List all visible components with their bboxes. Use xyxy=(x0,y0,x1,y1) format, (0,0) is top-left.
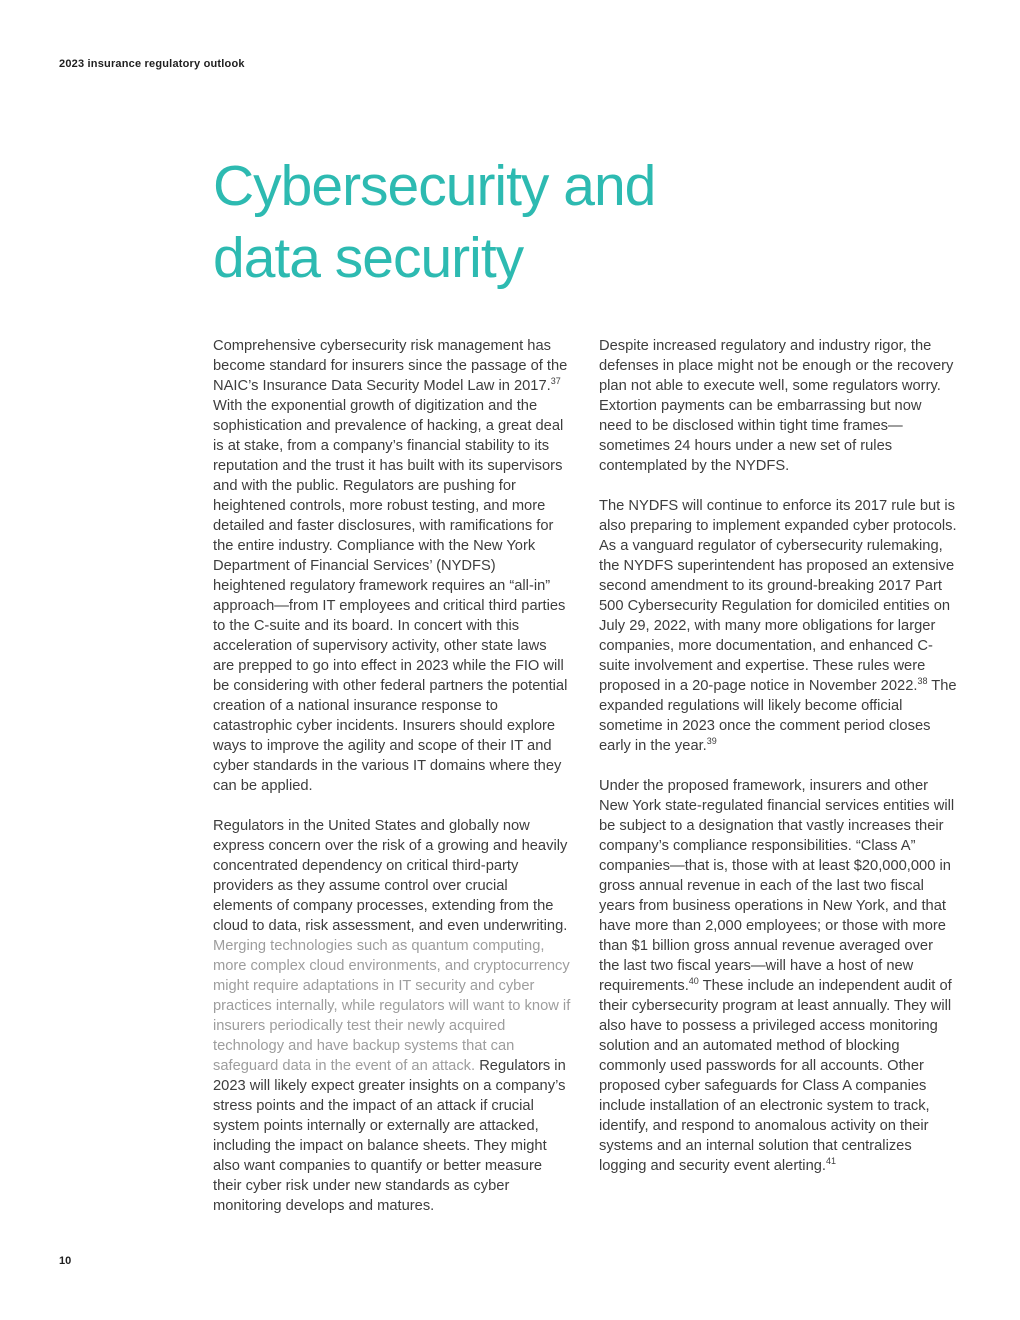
body-text: Regulators in the United States and globally now express concern over the risk of a growing and heavily concentrated dependency on critical third-party providers as they assume control over crucial elements of company processes, extending from the cloud to data, risk assessment, and even underwriting. xyxy=(213,818,568,934)
body-text: The NYDFS will continue to enforce its 2017 rule but is also preparing to implement expanded cyber protocols. As a vanguard regulator of cybersecurity rulemaking, the NYDFS superintendent has proposed an extensive second amendment to its ground-breaking 2017 Part 500 Cybersecurity Regulation for domiciled entities on July 29, 2022, with many more obligations for larger companies, more documentation, and enhanced C-suite involvement and expertise. These rules were proposed in a 20-page notice in November 2022. xyxy=(599,498,957,694)
body-text: Under the proposed framework, insurers and other New York state-regulated financial services entities will be subject to a designation that vastly increases their company’s compliance responsibilities. “Class A” companies—that is, those with at least $20,000,000 in gross annual revenue in each of the last two fiscal years from business operations in New York, and that have more than 2,000 employees; or those with more than $1 billion gross annual revenue averaged over the last two fiscal years—will have a host of new requirements. xyxy=(599,778,955,994)
page-number: 10 xyxy=(59,1255,72,1267)
running-header: 2023 insurance regulatory outlook xyxy=(59,58,245,70)
paragraph xyxy=(599,776,957,1176)
body-text: Regulators in 2023 will likely expect greater insights on a company’s stress points and the impact of an attack if crucial system points internally or externally are attacked, including the impact on balance sheets. They might also want companies to quantify or better measure their cyber risk under new standards as cyber monitoring develops and matures. xyxy=(213,1058,566,1214)
body-text-muted: Merging technologies such as quantum computing, more complex cloud environments, and cryptocurrency might require adaptations in IT security and cyber practices internally, while regulators will want to know if insurers periodically test their newly acquired technology and have backup systems that can safeguard data in the event of an attack. xyxy=(213,938,571,1074)
footnote-reference: 40 xyxy=(688,976,699,987)
paragraph xyxy=(599,496,957,756)
page-content xyxy=(213,150,957,1236)
paragraph xyxy=(213,336,571,796)
two-column-body xyxy=(213,336,957,1236)
footnote-reference: 38 xyxy=(917,676,928,687)
body-text: Despite increased regulatory and industry rigor, the defenses in place might not be enough or the recovery plan not able to execute well, some regulators worry. Extortion payments can be embarrassing but now need to be disclosed within tight time frames—sometimes 24 hours under a new set of rules contemplated by the NYDFS. xyxy=(599,338,954,474)
body-text: With the exponential growth of digitization and the sophistication and prevalence of hacking, a great deal is at stake, from a company’s financial stability to its reputation and the trust it has built with its supervisors and with the public. Regulators are pushing for heightened controls, more robust testing, and more detailed and faster disclosures, with ramifications for the entire industry. Compliance with the New York Department of Financial Services’ (NYDFS) heightened regulatory framework requires an “all-in” approach—from IT employees and critical third parties to the C-suite and its board. In concert with this acceleration of supervisory activity, other state laws are prepped to go into effect in 2023 while the FIO will be considering with other federal partners the potential creation of a national insurance response to catastrophic cyber incidents. Insurers should explore ways to improve the agility and scope of their IT and cyber standards in the various IT domains where they can be applied. xyxy=(213,398,568,794)
page-title xyxy=(213,150,957,294)
paragraph xyxy=(213,816,571,1216)
page-title-line-2: data security xyxy=(213,226,524,290)
left-column xyxy=(213,336,571,1236)
page-title-line-1: Cybersecurity and xyxy=(213,154,656,218)
paragraph xyxy=(599,336,957,476)
body-text: The expanded regulations will likely become official sometime in 2023 once the comment period closes early in the year. xyxy=(599,678,957,754)
footnote-reference: 37 xyxy=(550,376,561,387)
right-column xyxy=(599,336,957,1236)
body-text: Comprehensive cybersecurity risk management has become standard for insurers since the passage of the NAIC’s Insurance Data Security Model Law in 2017. xyxy=(213,338,568,394)
body-text: These include an independent audit of their cybersecurity program at least annually. They will also have to possess a privileged access monitoring solution and an automated method of blocking commonly used passwords for all accounts. Other proposed cyber safeguards for Class A companies include installation of an electronic system to track, identify, and respond to anomalous activity on their systems and an internal solution that centralizes logging and security event alerting. xyxy=(599,978,952,1174)
footnote-reference: 41 xyxy=(825,1156,836,1167)
footnote-reference: 39 xyxy=(706,736,717,747)
